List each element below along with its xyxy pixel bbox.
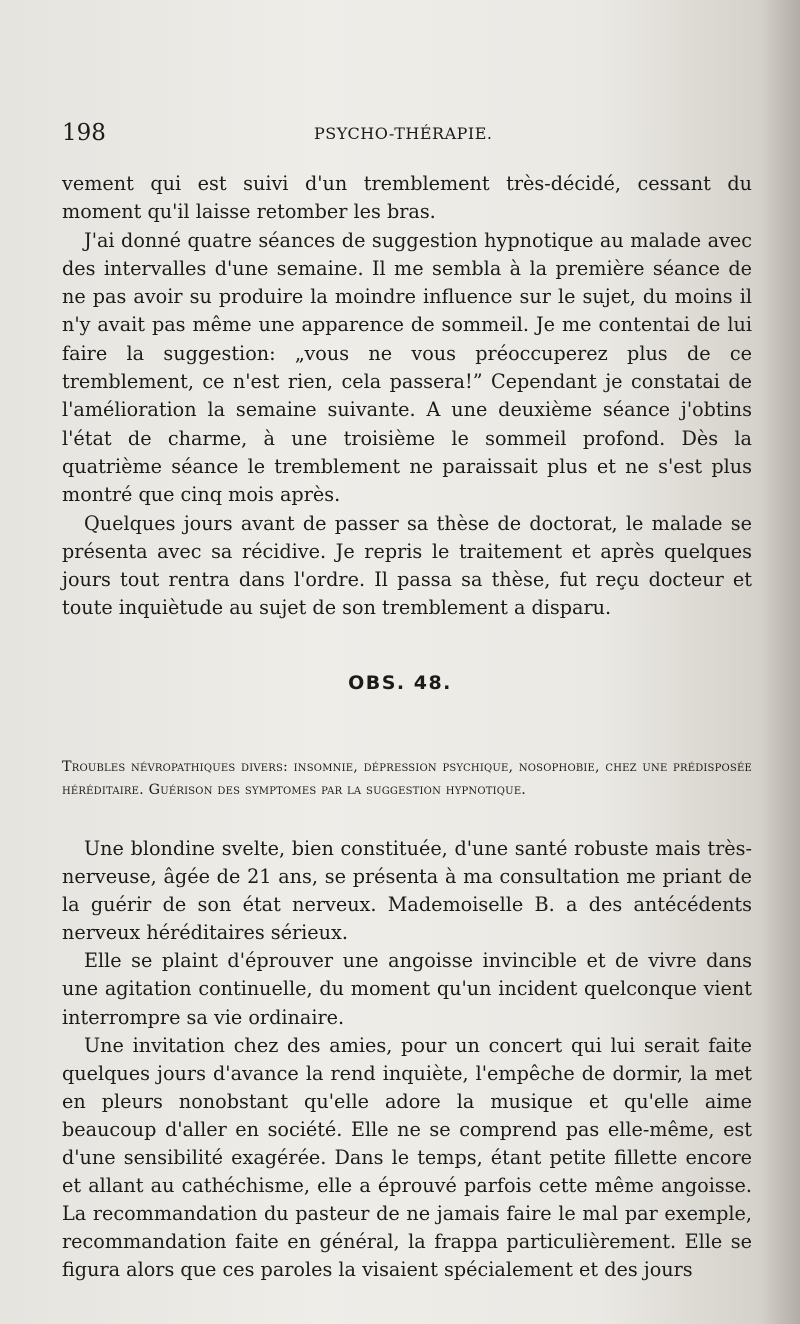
paragraph: vement qui est suivi d'un tremblement très-décidé, cessant du moment qu'il laisse retomber les bras. xyxy=(62,172,752,224)
paragraph: Une blondine svelte, bien constituée, d'une santé robuste mais très-nerveuse, âgée de 21 ans, se présenta à ma consultation me priant de la guérir de son état nerveux. Mademoiselle B. a des antécédents nerveux héréditaires sérieux. xyxy=(62,837,752,945)
observation-heading: OBS. 48. xyxy=(348,672,452,694)
page-header xyxy=(62,120,752,152)
section-2-text xyxy=(62,835,752,1285)
paragraph: Quelques jours avant de passer sa thèse de doctorat, le malade se présenta avec sa récidive. Je repris le traitement et après quelques jours tout rentra dans l'ordre. Il passa sa thèse, fut reçu docteur et toute inquiètude au sujet de son tremblement a disparu. xyxy=(62,511,752,620)
paragraph: Une invitation chez des amies, pour un concert qui lui serait faite quelques jours d'avance la rend inquiète, l'empêche de dormir, la met en pleurs nonobstant qu'elle adore la musique et qu'elle aime beaucoup d'aller en société. Elle ne se comprend pas elle-même, est d'une sensibilité exagérée. Dans le temps, étant petite fillette encore et allant au cathéchisme, elle a éprouvé parfois cette même angoisse. La recommandation du pasteur de ne jamais faire le mal par exemple, recommandation faite en général, la frappa particulièrement. Elle se figura alors que ces paroles la visaient spécialement et des jours xyxy=(62,1033,752,1282)
running-title: PSYCHO-THÉRAPIE. xyxy=(314,124,493,143)
paragraph: J'ai donné quatre séances de suggestion hypnotique au malade avec des intervalles d'une semaine. Il me sembla à la première séance de ne pas avoir su produire la moindre influence sur le sujet, du moins il n'y avait pas même une apparence de sommeil. Je me contentai de lui faire la suggestion: „vous ne vous préoccuperez plus de ce tremblement, ce n'est rien, cela passera!” Cependant je constatai de l'amélioration la semaine suivante. A une deuxième séance j'obtins l'état de charme, à une troisième le sommeil profond. Dès la quatrième séance le tremblement ne paraissait plus et ne s'est plus montré que cinq mois après. xyxy=(62,228,752,507)
page-gutter-shadow xyxy=(760,0,800,1324)
observation-title: Troubles névropathiques divers: insomnie, dépression psychique, nosophobie, chez une prédisposée héréditaire. Guérison des symptomes par la suggestion hypnotique. xyxy=(62,759,752,798)
section-1-text xyxy=(62,170,752,623)
page-number: 198 xyxy=(62,120,106,146)
paragraph: Elle se plaint d'éprouver une angoisse invincible et de vivre dans une agitation continuelle, du moment qu'un incident quelconque vient interrompre sa vie ordinaire. xyxy=(62,949,752,1029)
